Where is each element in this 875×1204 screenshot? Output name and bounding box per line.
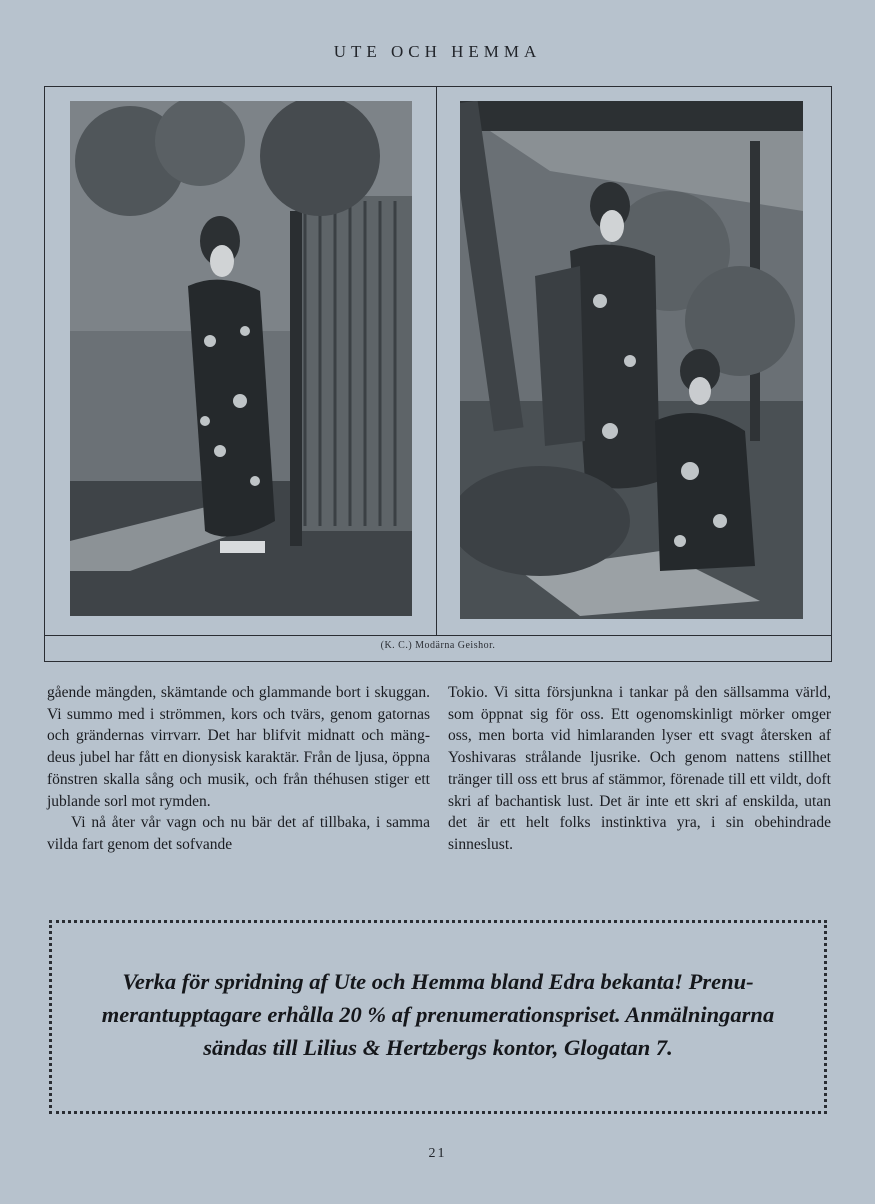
photo-right-illustration (460, 101, 803, 619)
photo-right (460, 101, 803, 619)
article-right-column (448, 682, 831, 856)
article-left-column (47, 682, 430, 856)
article-paragraph: gående mängden, skämtande och glammande bort i skuggan. Vi summo med i strömmen, kors och tvärs, genom gatornas och grändernas virrvarr. Det har blifvit midnatt och mängdeus jubel har fått en dionysisk karaktär. Från de ljusa, öppna fönstren skalla sång och musik, och från théhusen stiger ett jublande sorl mot rymden. (47, 684, 430, 810)
plate-divider-vertical (436, 87, 437, 635)
photo-plate (44, 86, 832, 662)
plate-divider-horizontal (45, 635, 831, 636)
page-number: 21 (428, 1146, 447, 1161)
subscription-notice-text: Verka för spridning af Ute och Hemma bland Edra bekanta! Prenumerantupptagare erhålla 20 % af prenumerationspriset. Anmälningarna sändas till Lilius & Hertzbergs kontor, Glogatan 7. (101, 968, 775, 1060)
photo-left-illustration (70, 101, 412, 616)
running-head: UTE OCH HEMMA (333, 42, 542, 61)
article-columns (47, 682, 833, 902)
subscription-notice (49, 920, 827, 1114)
photo-left (70, 101, 412, 616)
article-paragraph: Vi nå åter vår vagn och nu bär det af tillbaka, i samma vilda fart genom det sofvande (47, 814, 430, 853)
article-paragraph: Tokio. Vi sitta försjunkna i tankar på den sällsamma värld, som öppnat sig för oss. Ett ogenomskinligt mörker omger oss, men borta vid himlaranden lyser ett svagt återsken af Yoshivaras strålande ljusrike. Och genom nattens stillhet tränger till oss ett brus af stämmor, förenade till ett vildt, doft skri af bachantisk lust. Det är inte ett skri af enskilda, utan det är ett helt folks instinktiva yra, i sin obehindrade sinneslust. (448, 684, 831, 853)
plate-caption: (K. C.) Modärna Geishor. (380, 640, 496, 651)
